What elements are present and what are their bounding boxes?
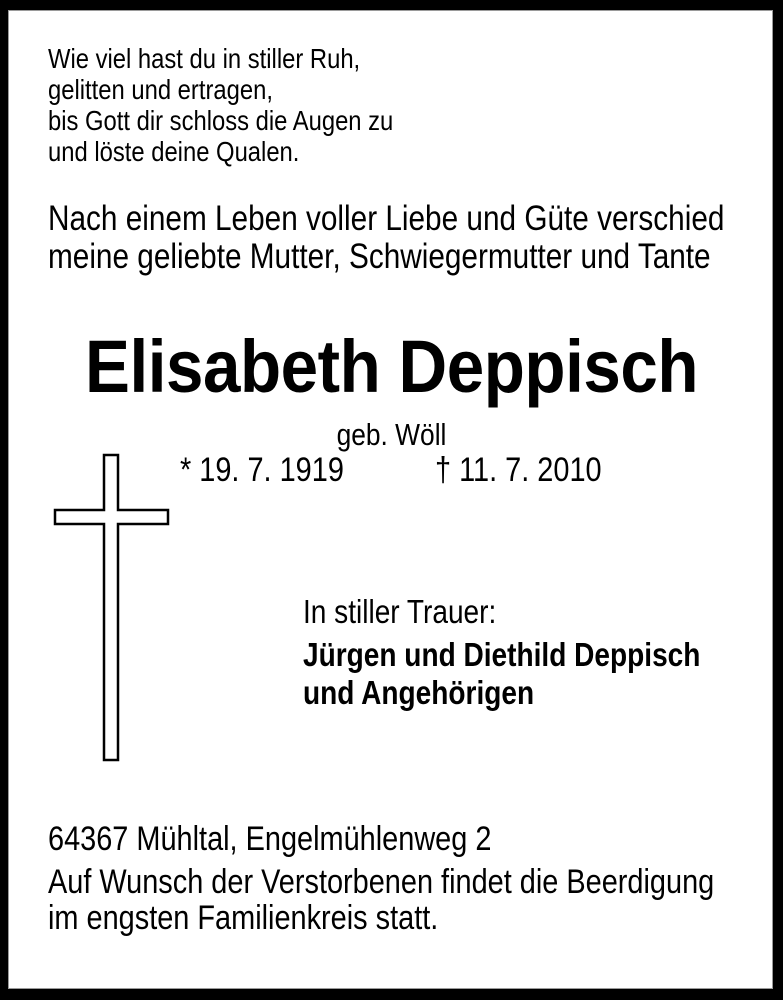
mourning-label: In stiller Trauer: bbox=[303, 593, 497, 630]
announcement-text bbox=[48, 200, 724, 276]
maiden-name: geb. Wöll bbox=[336, 417, 447, 452]
poem-line: bis Gott dir schloss die Augen zu bbox=[48, 105, 394, 136]
funeral-notice bbox=[48, 865, 714, 936]
announcement-line: meine geliebte Mutter, Schwiegermutter und Tante bbox=[48, 237, 711, 276]
poem-verse bbox=[48, 43, 393, 167]
mourner-line: Jürgen und Diethild Deppisch bbox=[303, 636, 701, 673]
deceased-name: Elisabeth Deppisch bbox=[85, 325, 698, 408]
poem-line: Wie viel hast du in stiller Ruh, bbox=[48, 43, 361, 74]
announcement-line: Nach einem Leben voller Liebe und Güte verschied bbox=[48, 199, 725, 238]
mourner-line: und Angehörigen bbox=[303, 674, 535, 711]
funeral-line: im engsten Familienkreis statt. bbox=[48, 898, 439, 937]
address-line: 64367 Mühltal, Engelmühlenweg 2 bbox=[48, 820, 492, 858]
funeral-line: Auf Wunsch der Verstorbenen findet die Beerdigung bbox=[48, 863, 715, 901]
cross-icon bbox=[53, 453, 171, 763]
mourners-block bbox=[303, 636, 700, 712]
poem-line: und löste deine Qualen. bbox=[48, 136, 300, 167]
birth-date: * 19. 7. 1919 bbox=[180, 451, 344, 489]
death-date: † 11. 7. 2010 bbox=[435, 451, 602, 489]
poem-line: gelitten und ertragen, bbox=[48, 74, 273, 105]
